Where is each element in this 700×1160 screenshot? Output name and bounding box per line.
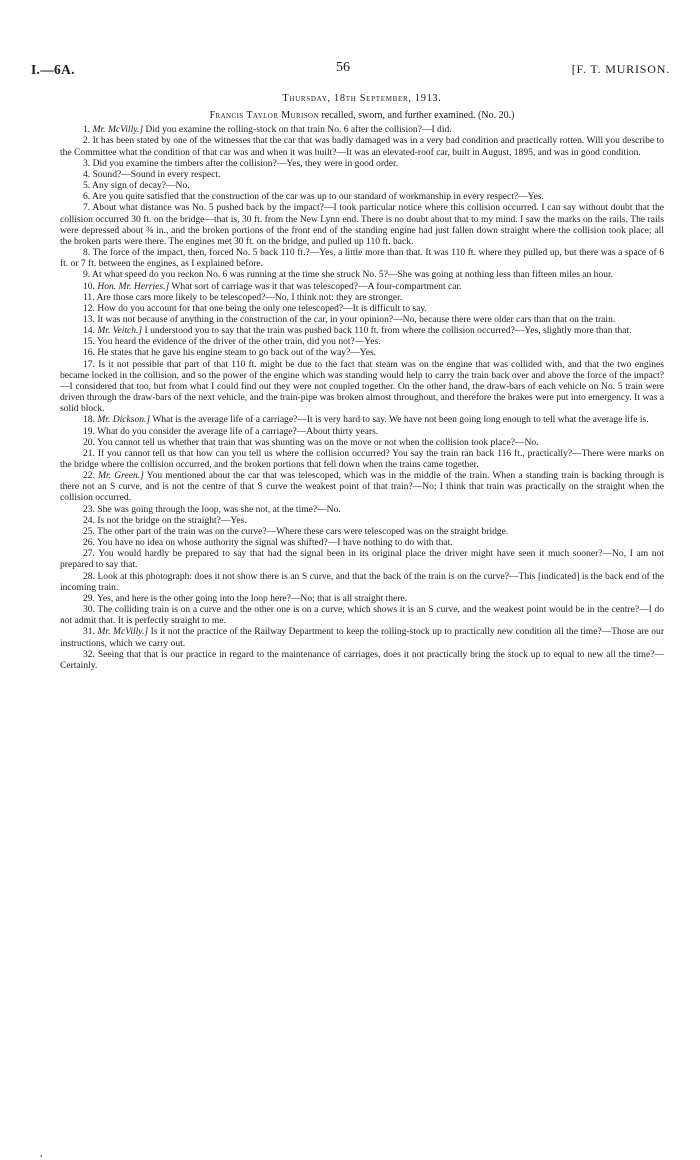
qa-text: I understood you to say that the train was pushed back 110 ft. from where the collision occurred?—Yes, slightly more than that.: [144, 325, 632, 337]
qa-number: 16.: [83, 347, 95, 359]
qa-number: 22.: [83, 470, 95, 482]
qa-item: [60, 470, 664, 503]
qa-number: 5.: [83, 180, 91, 192]
qa-number: 32.: [83, 648, 95, 660]
qa-item: [60, 626, 664, 648]
qa-item: [60, 169, 664, 180]
session-date: Thursday, 18th September, 1913.: [282, 93, 442, 104]
qa-item: [60, 158, 664, 169]
qa-number: 29.: [83, 592, 95, 604]
qa-number: 21.: [83, 447, 95, 459]
qa-text: She was going through the loop, was she not, at the time?—No.: [97, 503, 341, 515]
questioner: Mr. Green.]: [98, 470, 144, 482]
witness-running-head: [F. T. MURISON.: [571, 62, 670, 76]
qa-item: [60, 504, 664, 515]
qa-item: [60, 548, 664, 570]
questioner: Mr. McVilly.]: [97, 626, 149, 638]
qa-text: You would hardly be prepared to say that had the signal been in its original place the driver might have seen it much sooner?—No, I am not prepared to say that.: [60, 548, 664, 571]
qa-number: 11.: [83, 291, 95, 303]
qa-item: [60, 426, 664, 437]
qa-number: 31.: [83, 626, 95, 638]
qa-number: 14.: [83, 325, 95, 337]
qa-item: [60, 281, 664, 292]
qa-text: Yes, and here is the other going into the loop here?—No; that is all straight there.: [96, 592, 408, 604]
qa-item: [60, 347, 664, 358]
qa-text: About what distance was No. 5 pushed back by the impact?—I took particular notice where this collision occurred. I can say without doubt that the collision occurred 30 ft. on the bridge—that is, 30 ft. from the New Lynn end. There is no doubt about that to my mind. I saw the marks on the rails. The rails were depressed about ⅜ in., and the broken portions of the front end of the standing engine had just fallen down straight where the collision took place; all the broken parts were there. The engines met 30 ft. on the bridge, and pulled up 110 ft. back.: [60, 202, 664, 247]
qa-number: 2.: [83, 135, 91, 147]
qa-number: 7.: [83, 202, 91, 214]
qa-text: Sound?—Sound in every respect.: [92, 168, 221, 180]
qa-text: You cannot tell us whether that train that was shunting was on the move or not when the collision took place?—No.: [96, 436, 539, 448]
qa-text: You mentioned about the car that was telescoped, which was in the middle of the train. When a standing train is backing through is there not an S curve, and is not the centre of that S curve the weakest point of that train?—No; I think that train was practically on the straight when the collision occurred.: [60, 470, 664, 504]
qa-item: [60, 202, 664, 247]
witness-name: Francis Taylor Murison: [209, 110, 319, 122]
qa-number: 20.: [83, 436, 95, 448]
qa-text: Did you examine the timbers after the collision?—Yes, they were in good order.: [92, 157, 399, 169]
qa-number: 25.: [83, 525, 95, 537]
qa-text: It was not because of anything in the construction of the car, in your opinion?—No, because there were older cars than that on the train.: [97, 313, 616, 325]
qa-text: Is not the bridge on the straight?—Yes.: [97, 514, 247, 526]
qa-text: You have no idea on whose authority the signal was shifted?—I have nothing to do with that.: [96, 537, 453, 549]
qa-number: 1.: [83, 124, 91, 136]
qa-text: At what speed do you reckon No. 6 was running at the time she struck No. 5?—She was going at nothing less than fifteen miles an hour.: [92, 269, 614, 281]
qa-item: [60, 359, 664, 415]
qa-text: The other part of the train was on the curve?—Where these cars were telescoped was on the straight bridge.: [97, 525, 509, 537]
qa-text: You heard the evidence of the driver of the other train, did you not?—Yes.: [96, 336, 381, 348]
minutes-of-evidence: [60, 93, 664, 671]
qa-item: [60, 336, 664, 347]
qa-text: The colliding train is on a curve and the other one is on a curve, which shows it is an S curve, and the weakest point would be in the centre?—I do not admit that. It is perfectly straight to me.: [60, 604, 665, 627]
qa-item: [60, 571, 664, 593]
qa-item: [60, 448, 664, 470]
qa-text: What is the average life of a carriage?—It is very hard to say. We have not been going long enough to tell what the average life is.: [152, 414, 649, 426]
qa-item: [60, 526, 664, 537]
qa-item: [60, 135, 664, 157]
qa-text: Are those cars more likely to be telescoped?—No, I think not: they are stronger.: [96, 291, 403, 303]
qa-number: 4.: [83, 168, 91, 180]
qa-item: [60, 124, 664, 135]
qa-number: 10.: [83, 280, 95, 292]
qa-item: [60, 414, 664, 425]
qa-item: [60, 604, 664, 626]
qa-number: 6.: [83, 191, 91, 203]
qa-item: [60, 325, 664, 336]
qa-item: [60, 314, 664, 325]
qa-item: [60, 180, 664, 191]
qa-number: 19.: [83, 425, 95, 437]
qa-item: [60, 537, 664, 548]
questioner: Mr. McVilly.]: [92, 124, 144, 136]
qa-item: [60, 191, 664, 202]
paper-reference: I.—6A.: [31, 62, 75, 77]
witness-status: recalled, sworn, and further examined. (No. 20.): [318, 110, 515, 122]
qa-number: 3.: [83, 157, 91, 169]
qa-item: [60, 593, 664, 604]
qa-number: 18.: [83, 414, 95, 426]
qa-item: [60, 437, 664, 448]
qa-number: 26.: [83, 537, 95, 549]
qa-item: [60, 515, 664, 526]
qa-number: 28.: [83, 570, 95, 582]
qa-text: How do you account for that one being the only one telescoped?—It is difficult to say.: [97, 302, 427, 314]
qa-text: It has been stated by one of the witnesses that the car that was badly damaged was in a very bad condition and practically rotten. Will you describe to the Committee what the condition of that car was and when it was built?—It was an elevated-roof car, built in August, 1895, and was in good condition.: [60, 135, 664, 158]
question-answer-list: [60, 124, 664, 671]
page-number: 56: [336, 60, 350, 75]
qa-text: Did you examine the rolling-stock on that train No. 6 after the collision?—I did.: [145, 124, 452, 136]
qa-number: 13.: [83, 313, 95, 325]
qa-text: Seeing that that is our practice in regard to the maintenance of carriages, does it not practically bring the stock up to equal to new all the time?—Certainly.: [60, 648, 664, 671]
qa-number: 8.: [83, 247, 91, 259]
qa-number: 23.: [83, 503, 95, 515]
qa-item: [60, 303, 664, 314]
questioner: Mr. Dickson.]: [97, 414, 151, 426]
questioner: Hon. Mr. Herries.]: [97, 280, 170, 292]
qa-number: 9.: [83, 269, 91, 281]
qa-number: 30.: [83, 604, 95, 616]
qa-item: [60, 649, 664, 671]
qa-number: 12.: [83, 302, 95, 314]
qa-number: 15.: [83, 336, 95, 348]
qa-item: [60, 292, 664, 303]
qa-text: Is it not the practice of the Railway Department to keep the rolling-stock up to practically new condition all the time?—Those are our instructions, which we carry out.: [60, 626, 665, 649]
qa-item: [60, 269, 664, 280]
qa-text: Look at this photograph: does it not show there is an S curve, and that the back of the train is on the curve?—This [indicated] is the back end of the incoming train.: [60, 570, 664, 593]
qa-number: 17.: [83, 358, 95, 370]
qa-text: If you cannot tell us that how can you tell us where the collision occurred? You say the train ran back 116 ft., practically?—There were marks on the bridge where the collision occurred, and the broken portions that fell down when the trains came together.: [60, 447, 665, 470]
qa-text: Any sign of decay?—No.: [92, 180, 190, 192]
qa-number: 24.: [83, 514, 95, 526]
questioner: Mr. Veitch.]: [97, 325, 143, 337]
qa-text: Are you quite satisfied that the construction of the car was up to our standard of workmanship in every respect?—Yes.: [92, 191, 544, 203]
qa-text: Is it not possible that part of that 110 ft. might be due to the fact that steam was on the engine that was collided with, and that the two engines became locked in the collision, and so the power of the engine which was standing would help to carry the train back over and above the force of the impact?—I considered that too, but from what I could find out they were not coupled together. On the other hand, the draw-bars of each vehicle on No. 5 train were driven through the draw-bars of the next vehicle, and the train-pipe was broken almost throughout, and therefore the brakes were put into emergency. It was a solid block.: [60, 358, 664, 415]
qa-text: He states that he gave his engine steam to go back out of the way?—Yes.: [97, 347, 377, 359]
qa-item: [60, 247, 664, 269]
stray-mark: ,: [40, 1148, 43, 1159]
qa-number: 27.: [83, 548, 95, 560]
qa-text: What do you consider the average life of a carriage?—About thirty years.: [97, 425, 379, 437]
qa-text: The force of the impact, then, forced No. 5 back 110 ft.?—Yes, a little more than that. It was 110 ft. where they pulled up, but there was a space of 6 ft. or 7 ft. between the engines, as I explained before.: [60, 247, 665, 270]
witness-line: [60, 110, 664, 121]
qa-text: What sort of carriage was it that was telescoped?—A four-compartment car.: [171, 280, 462, 292]
